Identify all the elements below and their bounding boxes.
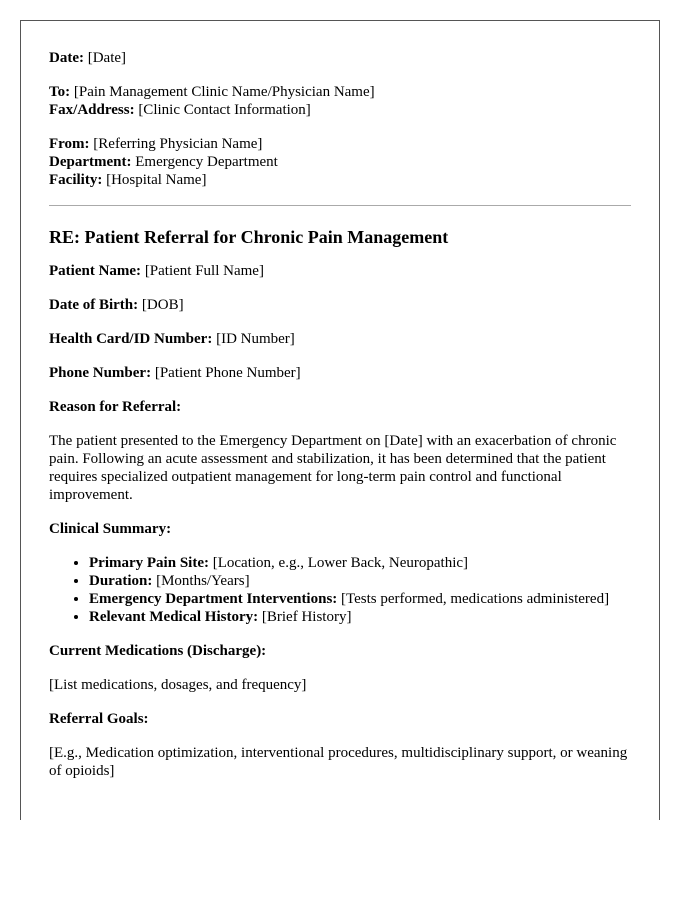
from-label: From: — [49, 136, 90, 152]
from-value: [Referring Physician Name] — [93, 136, 263, 152]
clinical-summary-heading-line — [49, 520, 631, 538]
patient-dob-value: [DOB] — [141, 297, 184, 313]
phone-line — [49, 364, 631, 382]
sender-block — [49, 135, 631, 189]
date-value: [Date] — [87, 50, 127, 66]
patient-dob-line — [49, 296, 631, 314]
summary-item-value: [Months/Years] — [156, 573, 250, 589]
department-value: Emergency Department — [135, 154, 278, 170]
fax-label: Fax/Address: — [49, 102, 135, 118]
medications-heading: Current Medications (Discharge): — [49, 643, 267, 659]
medications-text: [List medications, dosages, and frequency] — [49, 677, 307, 693]
summary-item-label: Duration: — [89, 573, 153, 589]
fax-value: [Clinic Contact Information] — [138, 102, 311, 118]
health-card-value: [ID Number] — [216, 331, 295, 347]
summary-item-label: Primary Pain Site: — [89, 555, 209, 571]
medications-heading-line — [49, 642, 631, 660]
facility-label: Facility: — [49, 172, 103, 188]
reason-paragraph: The patient presented to the Emergency Department on [Date] with an exacerbation of chronic pain. Following an acute assessment and stabilization, it has been determined that the patient requires specialized outpatient management for long-term pain control and functional improvement. — [49, 433, 617, 503]
clinical-summary-heading: Clinical Summary: — [49, 521, 172, 537]
department-label: Department: — [49, 154, 132, 170]
list-item — [89, 608, 631, 626]
referral-letter-page — [20, 20, 660, 820]
to-value: [Pain Management Clinic Name/Physician Name] — [73, 84, 375, 100]
summary-item-value: [Brief History] — [261, 609, 352, 625]
phone-label: Phone Number: — [49, 365, 152, 381]
list-item — [89, 554, 631, 572]
goals-heading: Referral Goals: — [49, 711, 149, 727]
facility-value: [Hospital Name] — [106, 172, 207, 188]
patient-name-line — [49, 262, 631, 280]
list-item — [89, 590, 631, 608]
reason-heading-line — [49, 398, 631, 416]
recipient-block — [49, 83, 631, 119]
phone-value: [Patient Phone Number] — [154, 365, 301, 381]
list-item — [89, 572, 631, 590]
date-label: Date: — [49, 50, 84, 66]
summary-item-value: [Location, e.g., Lower Back, Neuropathic] — [212, 555, 469, 571]
goals-text: [E.g., Medication optimization, interventional procedures, multidisciplinary support, or weaning of opioids] — [49, 745, 628, 779]
patient-name-label: Patient Name: — [49, 263, 142, 279]
summary-item-value: [Tests performed, medications administered] — [341, 591, 610, 607]
summary-item-label: Emergency Department Interventions: — [89, 591, 338, 607]
to-label: To: — [49, 84, 71, 100]
health-card-line — [49, 330, 631, 348]
reason-heading: Reason for Referral: — [49, 399, 182, 415]
patient-dob-label: Date of Birth: — [49, 297, 139, 313]
letter-title: RE: Patient Referral for Chronic Pain Management — [49, 227, 449, 247]
patient-name-value: [Patient Full Name] — [144, 263, 264, 279]
health-card-label: Health Card/ID Number: — [49, 331, 213, 347]
header-divider — [49, 205, 631, 206]
goals-heading-line — [49, 710, 631, 728]
date-line — [49, 49, 631, 67]
summary-item-label: Relevant Medical History: — [89, 609, 259, 625]
clinical-summary-list — [49, 554, 631, 626]
